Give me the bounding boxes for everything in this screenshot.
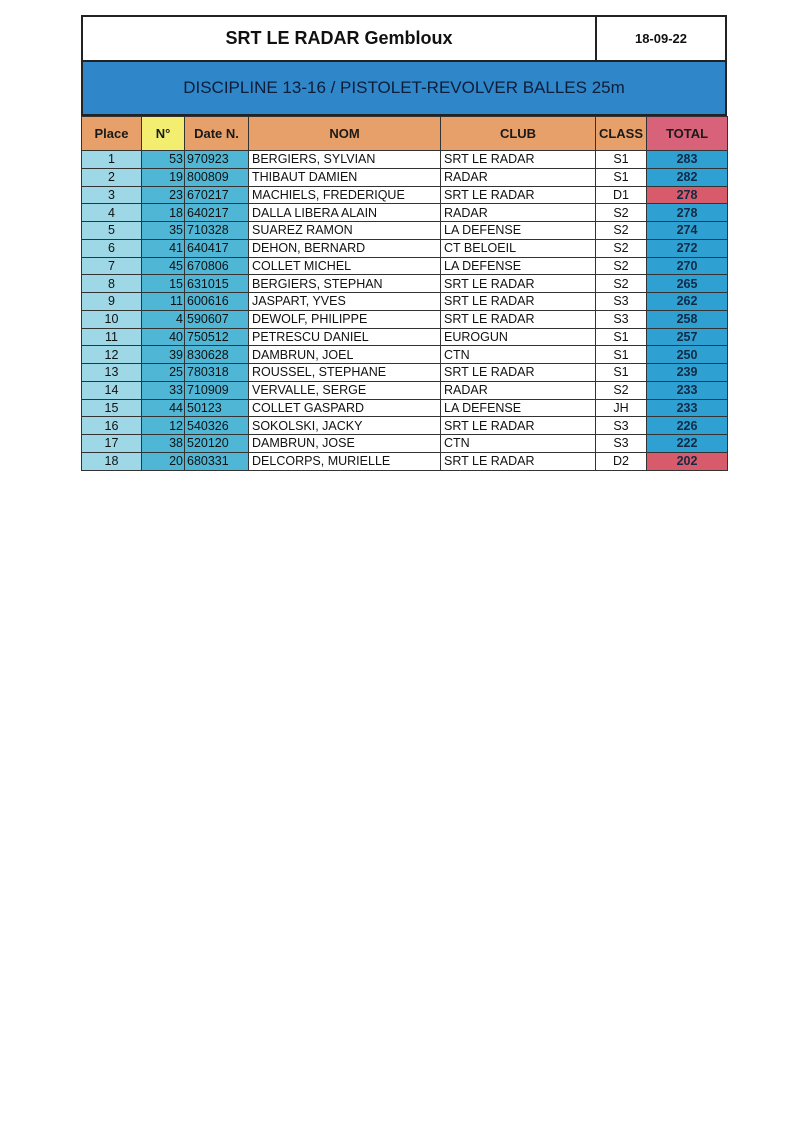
row-place: 18 bbox=[82, 452, 142, 470]
row-place: 4 bbox=[82, 204, 142, 222]
row-birthdate: 640417 bbox=[185, 239, 249, 257]
row-total: 282 bbox=[647, 168, 728, 186]
row-birthdate: 970923 bbox=[185, 151, 249, 169]
row-number: 38 bbox=[142, 435, 185, 453]
row-club: SRT LE RADAR bbox=[441, 293, 596, 311]
col-header-total: TOTAL bbox=[647, 117, 728, 151]
row-class: S3 bbox=[596, 293, 647, 311]
row-name: BERGIERS, STEPHAN bbox=[249, 275, 441, 293]
row-club: SRT LE RADAR bbox=[441, 151, 596, 169]
row-name: DAMBRUN, JOSE bbox=[249, 435, 441, 453]
row-club: SRT LE RADAR bbox=[441, 310, 596, 328]
row-birthdate: 520120 bbox=[185, 435, 249, 453]
table-row bbox=[82, 364, 728, 382]
row-total: 222 bbox=[647, 435, 728, 453]
row-place: 16 bbox=[82, 417, 142, 435]
row-class: S1 bbox=[596, 168, 647, 186]
row-total: 239 bbox=[647, 364, 728, 382]
row-number: 33 bbox=[142, 381, 185, 399]
row-birthdate: 631015 bbox=[185, 275, 249, 293]
row-number: 44 bbox=[142, 399, 185, 417]
row-number: 25 bbox=[142, 364, 185, 382]
table-row bbox=[82, 435, 728, 453]
row-number: 11 bbox=[142, 293, 185, 311]
row-name: DELCORPS, MURIELLE bbox=[249, 452, 441, 470]
row-place: 1 bbox=[82, 151, 142, 169]
table-header-row bbox=[82, 117, 728, 151]
row-place: 5 bbox=[82, 222, 142, 240]
row-place: 10 bbox=[82, 310, 142, 328]
row-class: S1 bbox=[596, 364, 647, 382]
row-birthdate: 750512 bbox=[185, 328, 249, 346]
row-total: 262 bbox=[647, 293, 728, 311]
row-class: S3 bbox=[596, 417, 647, 435]
row-class: S3 bbox=[596, 310, 647, 328]
row-name: DEWOLF, PHILIPPE bbox=[249, 310, 441, 328]
row-class: S1 bbox=[596, 346, 647, 364]
row-club: SRT LE RADAR bbox=[441, 452, 596, 470]
results-sheet bbox=[81, 15, 727, 471]
table-row bbox=[82, 186, 728, 204]
row-number: 12 bbox=[142, 417, 185, 435]
col-header-number: N° bbox=[142, 117, 185, 151]
row-number: 41 bbox=[142, 239, 185, 257]
table-row bbox=[82, 168, 728, 186]
row-club: EUROGUN bbox=[441, 328, 596, 346]
table-row bbox=[82, 204, 728, 222]
table-row bbox=[82, 151, 728, 169]
row-birthdate: 540326 bbox=[185, 417, 249, 435]
col-header-class: CLASS bbox=[596, 117, 647, 151]
row-class: JH bbox=[596, 399, 647, 417]
row-class: S2 bbox=[596, 381, 647, 399]
row-class: S2 bbox=[596, 222, 647, 240]
row-club: RADAR bbox=[441, 168, 596, 186]
col-header-name: NOM bbox=[249, 117, 441, 151]
row-number: 23 bbox=[142, 186, 185, 204]
row-number: 15 bbox=[142, 275, 185, 293]
discipline-banner: DISCIPLINE 13-16 / PISTOLET-REVOLVER BALLES 25m bbox=[81, 62, 727, 116]
row-birthdate: 710909 bbox=[185, 381, 249, 399]
row-name: JASPART, YVES bbox=[249, 293, 441, 311]
row-birthdate: 590607 bbox=[185, 310, 249, 328]
row-club: LA DEFENSE bbox=[441, 399, 596, 417]
row-place: 2 bbox=[82, 168, 142, 186]
row-birthdate: 600616 bbox=[185, 293, 249, 311]
table-row bbox=[82, 222, 728, 240]
row-place: 17 bbox=[82, 435, 142, 453]
row-club: CTN bbox=[441, 346, 596, 364]
row-total: 233 bbox=[647, 399, 728, 417]
row-name: VERVALLE, SERGE bbox=[249, 381, 441, 399]
row-club: LA DEFENSE bbox=[441, 222, 596, 240]
row-place: 9 bbox=[82, 293, 142, 311]
row-club: CTN bbox=[441, 435, 596, 453]
row-place: 6 bbox=[82, 239, 142, 257]
row-total: 272 bbox=[647, 239, 728, 257]
row-total: 233 bbox=[647, 381, 728, 399]
table-row bbox=[82, 399, 728, 417]
row-place: 3 bbox=[82, 186, 142, 204]
row-club: SRT LE RADAR bbox=[441, 364, 596, 382]
row-name: PETRESCU DANIEL bbox=[249, 328, 441, 346]
header-row bbox=[81, 15, 727, 62]
col-header-birthdate: Date N. bbox=[185, 117, 249, 151]
row-number: 18 bbox=[142, 204, 185, 222]
event-date: 18-09-22 bbox=[634, 31, 688, 46]
row-birthdate: 710328 bbox=[185, 222, 249, 240]
row-class: S2 bbox=[596, 204, 647, 222]
row-name: DEHON, BERNARD bbox=[249, 239, 441, 257]
row-total: 265 bbox=[647, 275, 728, 293]
table-row bbox=[82, 417, 728, 435]
row-total: 278 bbox=[647, 204, 728, 222]
row-place: 12 bbox=[82, 346, 142, 364]
row-number: 19 bbox=[142, 168, 185, 186]
row-club: SRT LE RADAR bbox=[441, 186, 596, 204]
col-header-club: CLUB bbox=[441, 117, 596, 151]
row-name: SUAREZ RAMON bbox=[249, 222, 441, 240]
row-birthdate: 670806 bbox=[185, 257, 249, 275]
table-row bbox=[82, 310, 728, 328]
row-birthdate: 670217 bbox=[185, 186, 249, 204]
row-total: 250 bbox=[647, 346, 728, 364]
table-row bbox=[82, 293, 728, 311]
row-class: S3 bbox=[596, 435, 647, 453]
row-total: 258 bbox=[647, 310, 728, 328]
row-birthdate: 680331 bbox=[185, 452, 249, 470]
row-birthdate: 830628 bbox=[185, 346, 249, 364]
row-place: 8 bbox=[82, 275, 142, 293]
row-name: SOKOLSKI, JACKY bbox=[249, 417, 441, 435]
row-place: 11 bbox=[82, 328, 142, 346]
row-total: 257 bbox=[647, 328, 728, 346]
row-total: 278 bbox=[647, 186, 728, 204]
row-number: 35 bbox=[142, 222, 185, 240]
row-name: BERGIERS, SYLVIAN bbox=[249, 151, 441, 169]
row-total: 270 bbox=[647, 257, 728, 275]
table-row bbox=[82, 381, 728, 399]
table-row bbox=[82, 257, 728, 275]
row-club: RADAR bbox=[441, 381, 596, 399]
row-place: 15 bbox=[82, 399, 142, 417]
table-row bbox=[82, 275, 728, 293]
row-birthdate: 780318 bbox=[185, 364, 249, 382]
row-class: S1 bbox=[596, 328, 647, 346]
row-total: 274 bbox=[647, 222, 728, 240]
row-club: SRT LE RADAR bbox=[441, 417, 596, 435]
row-class: S2 bbox=[596, 257, 647, 275]
row-number: 20 bbox=[142, 452, 185, 470]
row-number: 45 bbox=[142, 257, 185, 275]
row-birthdate: 640217 bbox=[185, 204, 249, 222]
row-place: 13 bbox=[82, 364, 142, 382]
row-name: COLLET GASPARD bbox=[249, 399, 441, 417]
row-number: 53 bbox=[142, 151, 185, 169]
row-class: D1 bbox=[596, 186, 647, 204]
row-class: S2 bbox=[596, 239, 647, 257]
row-club: SRT LE RADAR bbox=[441, 275, 596, 293]
row-total: 226 bbox=[647, 417, 728, 435]
row-name: DALLA LIBERA ALAIN bbox=[249, 204, 441, 222]
row-place: 14 bbox=[82, 381, 142, 399]
row-birthdate: 800809 bbox=[185, 168, 249, 186]
row-place: 7 bbox=[82, 257, 142, 275]
row-total: 202 bbox=[647, 452, 728, 470]
row-name: COLLET MICHEL bbox=[249, 257, 441, 275]
row-total: 283 bbox=[647, 151, 728, 169]
row-class: S2 bbox=[596, 275, 647, 293]
results-table bbox=[81, 116, 728, 471]
table-row bbox=[82, 346, 728, 364]
table-row bbox=[82, 328, 728, 346]
row-class: S1 bbox=[596, 151, 647, 169]
club-title: SRT LE RADAR Gembloux bbox=[83, 17, 597, 60]
row-number: 4 bbox=[142, 310, 185, 328]
row-name: DAMBRUN, JOEL bbox=[249, 346, 441, 364]
row-name: ROUSSEL, STEPHANE bbox=[249, 364, 441, 382]
row-number: 40 bbox=[142, 328, 185, 346]
row-birthdate: 50123 bbox=[185, 399, 249, 417]
col-header-place: Place bbox=[82, 117, 142, 151]
row-club: LA DEFENSE bbox=[441, 257, 596, 275]
row-number: 39 bbox=[142, 346, 185, 364]
table-row bbox=[82, 239, 728, 257]
row-name: MACHIELS, FREDERIQUE bbox=[249, 186, 441, 204]
row-club: RADAR bbox=[441, 204, 596, 222]
table-row bbox=[82, 452, 728, 470]
row-name: THIBAUT DAMIEN bbox=[249, 168, 441, 186]
row-class: D2 bbox=[596, 452, 647, 470]
row-club: CT BELOEIL bbox=[441, 239, 596, 257]
